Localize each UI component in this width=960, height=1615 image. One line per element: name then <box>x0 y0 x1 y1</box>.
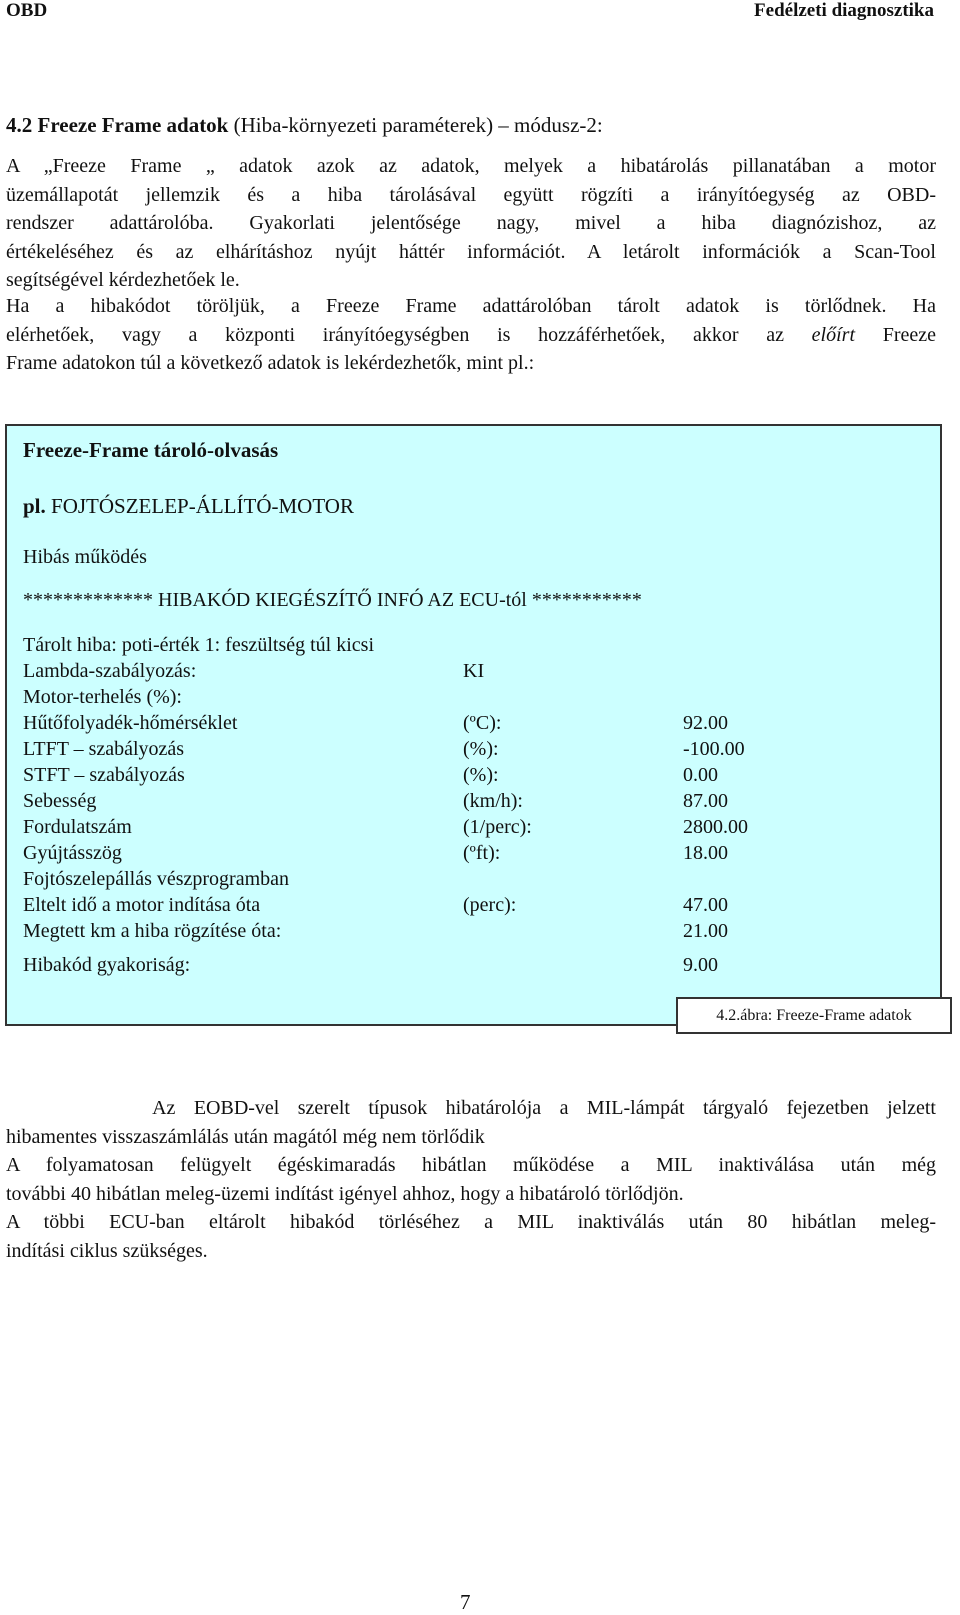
parameter-unit: (%): <box>463 764 499 786</box>
parameter-label: Tárolt hiba: poti-érték 1: feszültség túl kicsi <box>23 634 375 656</box>
parameter-row <box>23 790 923 816</box>
panel-info-banner: ************* HIBAKÓD KIEGÉSZÍTŐ INFÓ AZ ECU-tól *********** <box>23 589 642 611</box>
figure-caption: 4.2.ábra: Freeze-Frame adatok <box>676 997 952 1034</box>
parameter-label: STFT – szabályozás <box>23 764 185 786</box>
parameter-label: Megtett km a hiba rögzítése óta: <box>23 920 282 942</box>
intro-line: értékeléséhez és az elhárításhoz nyújt háttér információt. A letárolt információk a Scan-Tool <box>6 240 936 263</box>
section-heading-rest: (Hiba-környezeti paraméterek) – módusz-2: <box>228 113 603 137</box>
eobd-line: A folyamatosan felügyelt égéskimaradás hibátlan működése a MIL inaktiválása után még <box>6 1154 936 1176</box>
eobd-paragraph <box>6 1094 936 1265</box>
erase-line-2 <box>6 321 936 350</box>
parameter-row <box>23 842 923 868</box>
intro-paragraph <box>6 152 936 295</box>
erase-line-2-pre: elérhetőek, vagy a központi irányítóegységben is hozzáférhetőek, akkor az <box>6 323 812 346</box>
parameter-label: Eltelt idő a motor indítása óta <box>23 894 261 916</box>
header-left-title: OBD <box>6 0 48 21</box>
parameter-table <box>23 634 923 980</box>
eobd-line: hibamentes visszaszámlálás után magától még nem törlődik <box>6 1125 485 1148</box>
parameter-unit: (ºC): <box>463 712 502 734</box>
panel-title: Freeze-Frame tároló-olvasás <box>23 438 279 462</box>
parameter-value: -100.00 <box>683 738 745 760</box>
parameter-row <box>23 894 923 920</box>
panel-example <box>23 494 354 519</box>
parameter-value: 92.00 <box>683 712 728 734</box>
erase-line-2-emphasis: előírt <box>811 323 856 346</box>
parameter-row <box>23 764 923 790</box>
parameter-row <box>23 660 923 686</box>
freeze-frame-panel <box>5 424 942 1026</box>
parameter-unit: (perc): <box>463 894 517 916</box>
parameter-value: 0.00 <box>683 764 718 786</box>
parameter-label: Gyújtásszög <box>23 842 122 864</box>
parameter-value: 18.00 <box>683 842 728 864</box>
eobd-line: Az EOBD-vel szerelt típusok hibatárolója a MIL-lámpát tárgyaló fejezetben jelzett <box>6 1097 936 1119</box>
parameter-row <box>23 686 923 712</box>
parameter-label: Lambda-szabályozás: <box>23 660 197 682</box>
section-heading <box>6 113 603 138</box>
parameter-unit: (km/h): <box>463 790 523 812</box>
parameter-unit: (%): <box>463 738 499 760</box>
intro-line: segítségével kérdezhetőek le. <box>6 269 240 291</box>
frequency-row <box>23 954 923 980</box>
eobd-line: indítási ciklus szükséges. <box>6 1239 208 1262</box>
panel-example-text: FOJTÓSZELEP-ÁLLÍTÓ-MOTOR <box>45 494 354 518</box>
intro-line: üzemállapotát jellemzik és a hiba tárolásával együtt rögzíti a irányítóegység az OBD- <box>6 183 936 206</box>
intro-line: A „Freeze Frame „ adatok azok az adatok, melyek a hibatárolás pillanatában a motor <box>6 155 936 177</box>
parameter-label: LTFT – szabályozás <box>23 738 185 760</box>
erase-line-1: Ha a hibakódot töröljük, a Freeze Frame adattárolóban tárolt adatok is törlődnek. Ha <box>6 295 936 317</box>
frequency-label: Hibakód gyakoriság: <box>23 954 191 976</box>
parameter-row <box>23 738 923 764</box>
erase-line-2-post: Freeze <box>855 323 937 346</box>
page-number: 7 <box>460 1590 471 1614</box>
parameter-row <box>23 816 923 842</box>
parameter-label: Fordulatszám <box>23 816 132 838</box>
section-heading-bold: 4.2 Freeze Frame adatok <box>6 113 229 137</box>
erase-line-3: Frame adatokon túl a következő adatok is lekérdezhetők, mint pl.: <box>6 352 535 374</box>
parameter-label: Hűtőfolyadék-hőmérséklet <box>23 712 238 734</box>
eobd-line: A többi ECU-ban eltárolt hibakód törléséhez a MIL inaktiválás után 80 hibátlan meleg- <box>6 1211 936 1233</box>
parameter-label: Fojtószelepállás vészprogramban <box>23 868 290 890</box>
parameter-label: Sebesség <box>23 790 97 812</box>
parameter-value: 87.00 <box>683 790 728 812</box>
eobd-line: további 40 hibátlan meleg-üzemi indítást igényel ahhoz, hogy a hibatároló törlődjön. <box>6 1182 684 1205</box>
intro-line: rendszer adattárolóba. Gyakorlati jelentősége nagy, mivel a hiba diagnózishoz, az <box>6 212 936 234</box>
parameter-row <box>23 634 923 660</box>
parameter-unit: (1/perc): <box>463 816 532 838</box>
panel-fault: Hibás működés <box>23 546 147 568</box>
parameter-row <box>23 712 923 738</box>
parameter-row <box>23 868 923 894</box>
parameter-label: Motor-terhelés (%): <box>23 686 182 708</box>
parameter-value: 2800.00 <box>683 816 748 838</box>
parameter-value: 47.00 <box>683 894 728 916</box>
parameter-row <box>23 920 923 946</box>
erase-paragraph <box>6 292 936 378</box>
header-right-title: Fedélzeti diagnosztika <box>754 0 934 21</box>
parameter-value: 21.00 <box>683 920 728 942</box>
panel-example-prefix: pl. <box>23 494 46 518</box>
frequency-value: 9.00 <box>683 954 718 976</box>
parameter-unit: KI <box>463 660 485 682</box>
parameter-unit: (ºft): <box>463 842 501 864</box>
